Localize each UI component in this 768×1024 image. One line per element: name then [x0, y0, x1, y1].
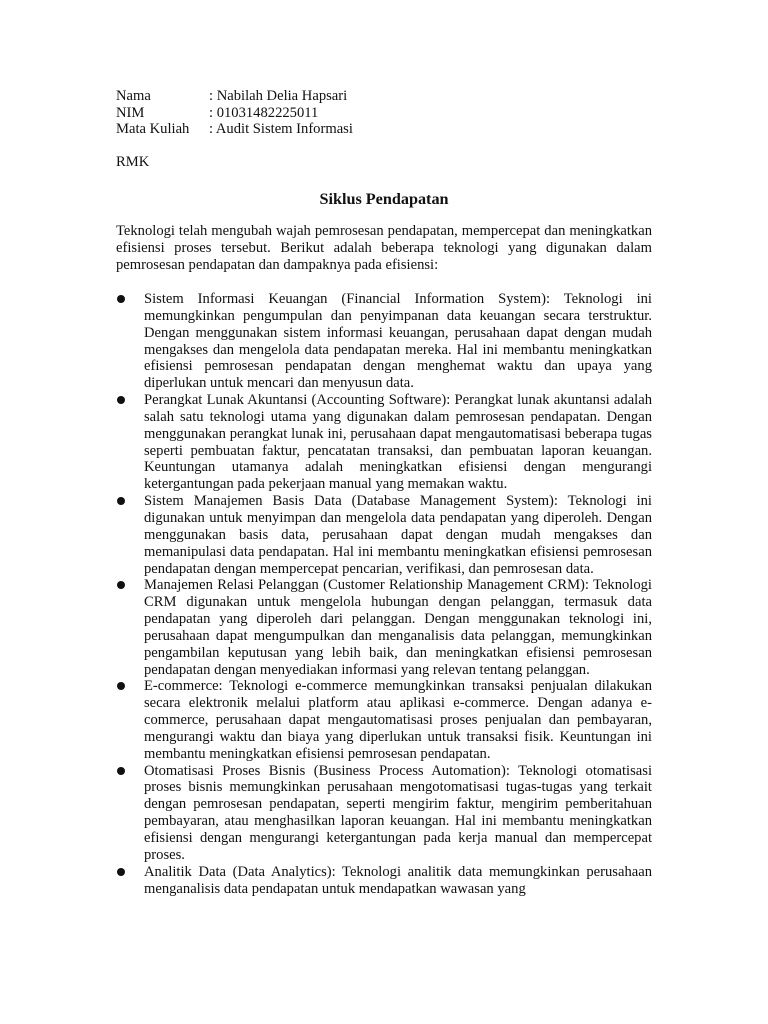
mata-kuliah-row	[116, 121, 353, 138]
list-item	[116, 392, 652, 493]
list-item-text: Otomatisasi Proses Bisnis (Business Process Automation): Teknologi otomatisasi proses bisnis memungkinkan perusahaan mengotomatisasi tugas-tugas yang terkait dengan pemrosesan pendapatan, seperti mengirim faktur, mengirim pemberitahuan pembayaran, atau menghasilkan laporan keuangan. Hal ini membantu meningkatkan efisiensi dengan mengurangi ketergantungan pada kerja manual dan mempercepat proses.	[144, 762, 652, 863]
nim-label: NIM	[116, 104, 145, 121]
nim-value: : 01031482225011	[209, 104, 319, 121]
list-item	[116, 291, 652, 392]
list-item-text: Sistem Manajemen Basis Data (Database Management System): Teknologi ini digunakan untuk menyimpan dan mengelola data pendapatan yang diperoleh. Dengan menggunakan basis data, perusahaan dapat dengan mudah mengakses dan memanipulasi data pendapatan. Hal ini membantu meningkatkan efisiensi pemrosesan pendapatan dengan mempercepat pencarian, verifikasi, dan pemrosesan data.	[144, 493, 652, 577]
document-title: Siklus Pendapatan	[319, 190, 449, 208]
list-item-text: Perangkat Lunak Akuntansi (Accounting Software): Perangkat lunak akuntansi adalah salah satu teknologi utama yang digunakan dalam pemrosesan pendapatan. Dengan menggunakan perangkat lunak ini, perusahaan dapat mengautomatisasi beberapa tugas seperti pembuatan faktur, pencatatan transaksi, dan pembuatan laporan keuangan. Keuntungan utamanya adalah meningkatkan efisiensi dengan mengurangi ketergantungan pada pekerjaan manual yang memakan waktu.	[144, 392, 652, 493]
bullet-icon	[117, 767, 125, 775]
list-item-text: Analitik Data (Data Analytics): Teknologi analitik data memungkinkan perusahaan menganalisis data pendapatan untuk mendapatkan wawasan yang	[144, 863, 652, 897]
nama-label: Nama	[116, 88, 151, 104]
intro-paragraph: Teknologi telah mengubah wajah pemrosesan pendapatan, mempercepat dan meningkatkan efisiensi proses tersebut. Berikut adalah beberapa teknologi yang digunakan dalam pemrosesan pendapatan dan dampaknya pada efisiensi:	[116, 223, 652, 273]
student-info	[116, 88, 353, 138]
bullet-icon	[117, 497, 125, 505]
list-item	[116, 864, 652, 898]
technology-list	[116, 291, 652, 897]
mata-kuliah-label: Mata Kuliah	[116, 121, 190, 138]
list-item	[116, 493, 652, 577]
bullet-icon	[117, 295, 125, 303]
mata-kuliah-value: : Audit Sistem Informasi	[209, 121, 353, 138]
nama-value: : Nabilah Delia Hapsari	[209, 88, 348, 104]
bullet-icon	[117, 868, 125, 876]
nim-row	[116, 105, 353, 122]
rmk-label: RMK	[116, 154, 150, 170]
list-item	[116, 577, 652, 678]
bullet-icon	[117, 682, 125, 690]
bullet-icon	[117, 396, 125, 404]
list-item-text: Sistem Informasi Keuangan (Financial Information System): Teknologi ini memungkinkan pengumpulan dan penyimpanan data keuangan secara terstruktur. Dengan menggunakan sistem informasi keuangan, perusahaan dapat dengan mudah mengakses dan mengelola data pendapatan mereka. Hal ini membantu meningkatkan efisiensi pemrosesan pendapatan dengan menghemat waktu dan upaya yang diperlukan untuk mencari dan menyusun data.	[144, 291, 652, 392]
list-item	[116, 678, 652, 762]
list-item-text: Manajemen Relasi Pelanggan (Customer Relationship Management CRM): Teknologi CRM digunakan untuk mengelola hubungan dengan pelanggan, termasuk data pendapatan yang diperoleh dari pelanggan. Dengan menggunakan teknologi ini, perusahaan dapat mengumpulkan dan menganalisis data pelanggan, memungkinkan pengambilan keputusan yang lebih baik, dan meningkatkan efisiensi pemrosesan pendapatan dengan menyediakan informasi yang relevan tentang pelanggan.	[144, 577, 652, 678]
bullet-icon	[117, 581, 125, 589]
list-item	[116, 763, 652, 864]
nama-row	[116, 88, 353, 105]
list-item-text: E-commerce: Teknologi e-commerce memungkinkan transaksi penjualan dilakukan secara elektronik melalui platform atau aplikasi e-commerce. Dengan adanya e-commerce, perusahaan dapat mengautomatisasi proses penjualan dan pembayaran, mengurangi waktu dan biaya yang diperlukan untuk transaksi fisik. Keuntungan ini membantu meningkatkan efisiensi pemrosesan pendapatan.	[144, 678, 652, 762]
